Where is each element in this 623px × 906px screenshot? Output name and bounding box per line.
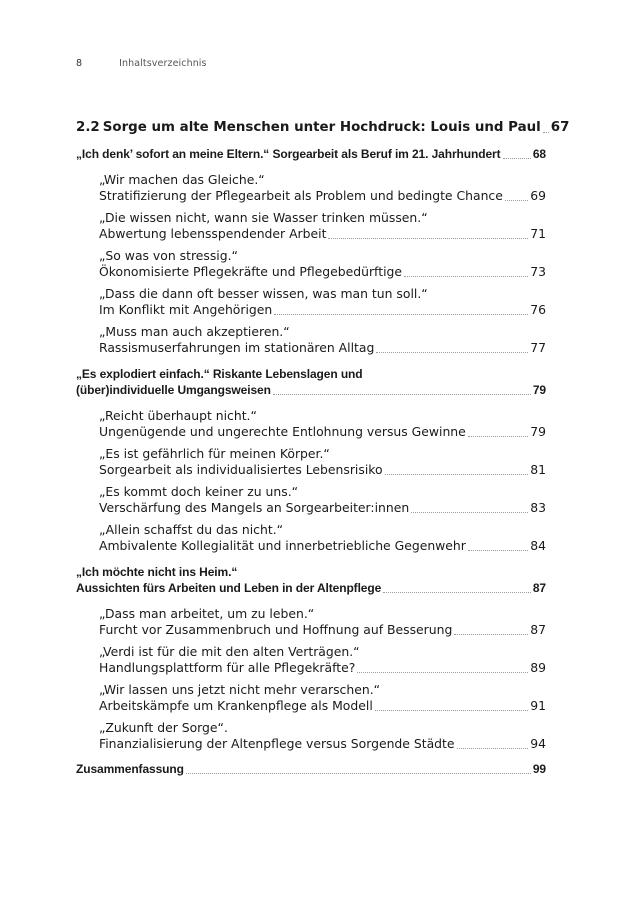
leader-dots [468, 436, 528, 437]
leader-dots [468, 550, 528, 551]
subsection-quote: „Muss man auch akzeptieren.“ [99, 324, 290, 339]
toc-chapter[interactable] [76, 119, 570, 136]
subsection-title: Arbeitskämpfe um Krankenpflege als Modell [99, 698, 373, 713]
subsection-title: Handlungsplattform für alle Pflegekräfte? [99, 660, 356, 675]
subsection-title: Furcht vor Zusammenbruch und Hoffnung auf Besserung [99, 622, 453, 637]
section-title-cont: (über)individuelle Umgangsweisen [76, 383, 271, 397]
section-title: „Ich denk’ sofort an meine Eltern.“ Sorgearbeit als Beruf im 21. Jahrhundert [76, 147, 501, 161]
toc-subsection[interactable] [99, 286, 546, 318]
leader-dots [411, 512, 528, 513]
page-ref: 84 [530, 538, 546, 553]
leader-dots [375, 710, 528, 711]
page-ref: 71 [530, 226, 546, 241]
toc-subsection[interactable] [99, 248, 546, 280]
toc-section[interactable] [76, 146, 546, 162]
subsection-title: Ökonomisierte Pflegekräfte und Pflegebedürftige [99, 264, 402, 279]
subsection-title: Rassismuserfahrungen im stationären Alltag [99, 340, 375, 355]
leader-dots [385, 474, 529, 475]
subsection-title: Im Konflikt mit Angehörigen [99, 302, 273, 317]
toc-subsection[interactable] [99, 682, 546, 714]
leader-dots [186, 773, 531, 774]
page-ref: 77 [530, 340, 546, 355]
toc-section[interactable] [76, 366, 546, 398]
page-ref: 68 [532, 147, 546, 161]
page-ref: 76 [530, 302, 546, 317]
page-ref: 87 [532, 581, 546, 595]
subsection-quote: „Wir lassen uns jetzt nicht mehr verarschen.“ [99, 682, 381, 697]
toc-subsection[interactable] [99, 484, 546, 516]
section-title: „Ich möchte nicht ins Heim.“ [76, 565, 238, 579]
subsection-title: Stratifizierung der Pflegearbeit als Problem und bedingte Chance [99, 188, 503, 203]
leader-dots [328, 238, 528, 239]
page-ref: 94 [530, 736, 546, 751]
page-ref: 79 [530, 424, 546, 439]
subsection-title: Ungenügende und ungerechte Entlohnung versus Gewinne [99, 424, 466, 439]
toc-subsection[interactable] [99, 408, 546, 440]
leader-dots [454, 634, 528, 635]
subsection-quote: „Es ist gefährlich für meinen Körper.“ [99, 446, 330, 461]
leader-dots [273, 394, 531, 395]
chapter-number: 2.2 [76, 120, 100, 135]
subsection-title: Sorgearbeit als individualisiertes Lebensrisiko [99, 462, 383, 477]
section-title-cont: Aussichten fürs Arbeiten und Leben in der Altenpflege [76, 581, 382, 595]
page-number: 8 [76, 58, 83, 69]
leader-dots [376, 352, 528, 353]
page-ref: 89 [530, 660, 546, 675]
subsection-title: Finanzialisierung der Altenpflege versus Sorgende Städte [99, 736, 455, 751]
toc-section[interactable] [76, 761, 546, 777]
section-title: „Es explodiert einfach.“ Riskante Lebenslagen und [76, 367, 363, 381]
toc-subsection[interactable] [99, 324, 546, 356]
toc-subsection[interactable] [99, 446, 546, 478]
subsection-quote: „Es kommt doch keiner zu uns.“ [99, 484, 299, 499]
leader-dots [383, 592, 531, 593]
subsection-quote: „Wir machen das Gleiche.“ [99, 172, 265, 187]
subsection-title: Abwertung lebensspendender Arbeit [99, 226, 327, 241]
subsection-quote: „Dass die dann oft besser wissen, was man tun soll.“ [99, 286, 428, 301]
leader-dots [357, 672, 528, 673]
leader-dots [274, 314, 528, 315]
leader-dots [505, 200, 528, 201]
toc-subsection[interactable] [99, 172, 546, 204]
running-head [76, 58, 207, 69]
subsection-title: Ambivalente Kollegialität und innerbetriebliche Gegenwehr [99, 538, 466, 553]
leader-dots [503, 158, 531, 159]
toc-subsection[interactable] [99, 210, 546, 242]
toc-subsection[interactable] [99, 606, 546, 638]
page-ref: 69 [530, 188, 546, 203]
subsection-quote: „Zukunft der Sorge“. [99, 720, 228, 735]
subsection-quote: „Die wissen nicht, wann sie Wasser trinken müssen.“ [99, 210, 428, 225]
leader-dots [457, 748, 529, 749]
toc-section[interactable] [76, 564, 546, 596]
toc-subsection[interactable] [99, 644, 546, 676]
subsection-quote: „Allein schaffst du das nicht.“ [99, 522, 284, 537]
page-ref: 81 [530, 462, 546, 477]
leader-dots [543, 132, 549, 133]
subsection-quote: „Verdi ist für die mit den alten Verträgen.“ [99, 644, 360, 659]
page-ref: 73 [530, 264, 546, 279]
subsection-quote: „So was von stressig.“ [99, 248, 238, 263]
page-ref: 83 [530, 500, 546, 515]
chapter-title: Sorge um alte Menschen unter Hochdruck: Louis und Paul [102, 120, 541, 135]
leader-dots [404, 276, 528, 277]
table-of-contents [76, 113, 570, 777]
subsection-quote: „Dass man arbeitet, um zu leben.“ [99, 606, 315, 621]
page-ref: 67 [550, 120, 570, 135]
section-title: Zusammenfassung [76, 762, 184, 776]
subsection-title: Verschärfung des Mangels an Sorgearbeiter:innen [99, 500, 410, 515]
subsection-quote: „Reicht überhaupt nicht.“ [99, 408, 257, 423]
page-ref: 91 [530, 698, 546, 713]
page-ref: 87 [530, 622, 546, 637]
page-ref: 79 [532, 383, 546, 397]
toc-subsection[interactable] [99, 720, 546, 752]
page-ref: 99 [532, 762, 546, 776]
running-head-title: Inhaltsverzeichnis [119, 58, 207, 69]
toc-subsection[interactable] [99, 522, 546, 554]
